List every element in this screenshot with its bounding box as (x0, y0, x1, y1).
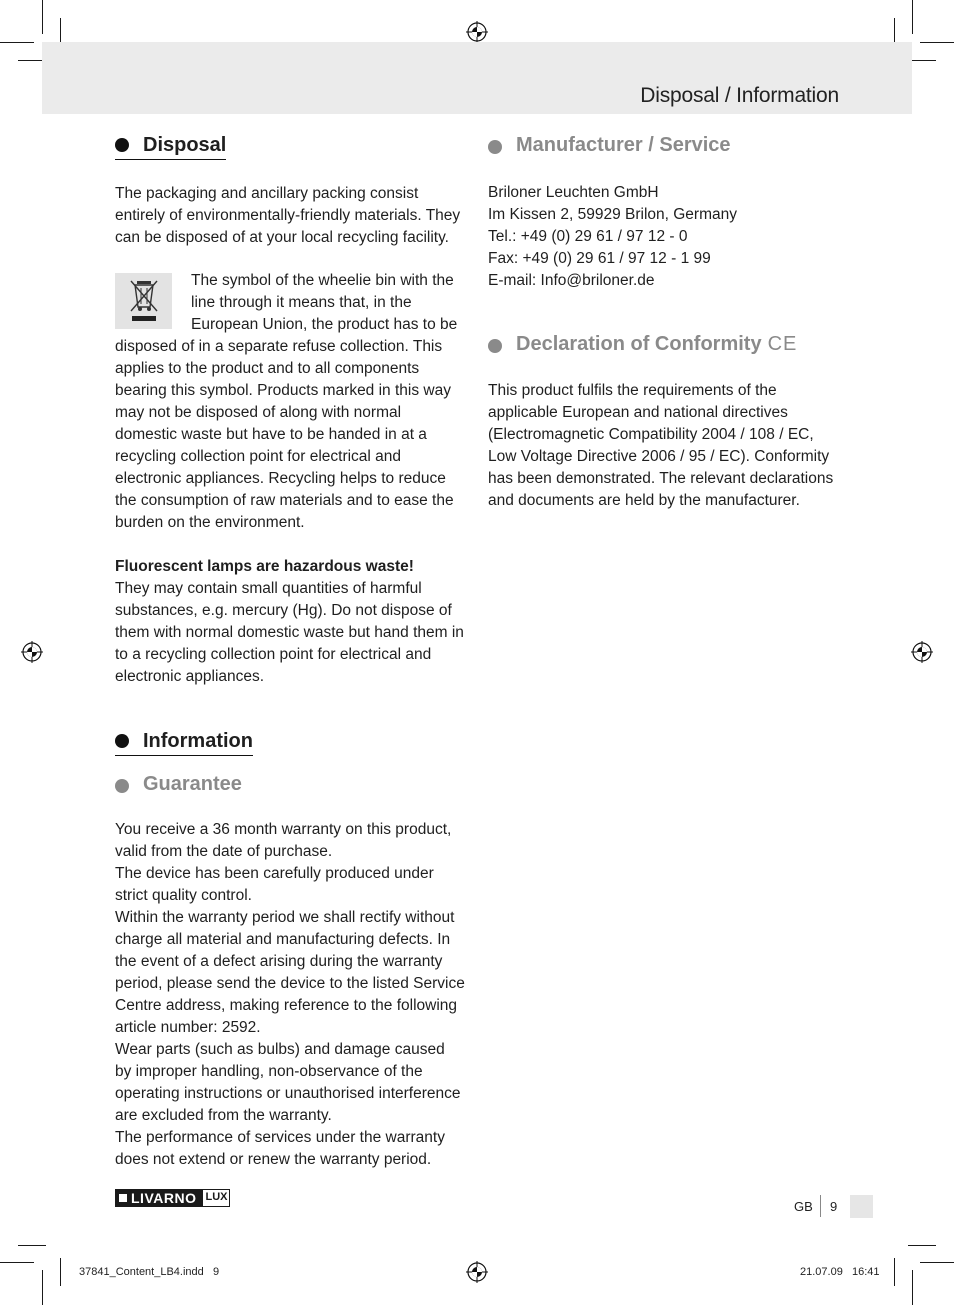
guarantee-paragraph: Within the warranty period we shall rectify without charge all material and manufacturing defects. In the event of a defect arising during the warranty period, please send the device to the listed Service Centre address, making reference to the following article number: 2592. (115, 909, 465, 1036)
guarantee-heading-text: Guarantee (143, 773, 242, 795)
email-line: E-mail: Info@briloner.de (488, 272, 655, 289)
guarantee-paragraph: The device has been carefully produced under strict quality control. (115, 865, 434, 904)
country-code: GB (794, 1199, 813, 1214)
guarantee-paragraph: You receive a 36 month warranty on this product, valid from the date of purchase. (115, 821, 452, 860)
bullet-icon (488, 339, 502, 353)
phone-line: Tel.: +49 (0) 29 61 / 97 12 - 0 (488, 228, 688, 245)
crossed-out-wheelie-bin-icon (115, 273, 172, 329)
ce-mark-icon: CE (767, 333, 798, 355)
conformity-heading-label: Declaration of Conformity (516, 333, 762, 355)
disposal-intro: The packaging and ancillary packing consist entirely of environmentally-friendly materials. They can be disposed of at your local recycling facility. (115, 185, 461, 246)
registration-mark-icon (21, 641, 43, 663)
slug-date-info: 21.07.09 16:41 (800, 1266, 880, 1278)
logo-text: LIVARNO (131, 1190, 197, 1206)
guarantee-paragraph: Wear parts (such as bulbs) and damage caused by improper handling, non-observance of the operating instructions or unauthorised interference are excluded from the warranty. (115, 1041, 461, 1124)
right-column (488, 130, 843, 512)
left-column (115, 130, 465, 1171)
logo-square-icon (119, 1194, 127, 1202)
bullet-icon (115, 138, 129, 152)
conformity-heading-text (516, 333, 797, 358)
crop-mark (42, 1270, 43, 1305)
livarno-lux-logo (115, 1189, 230, 1207)
guarantee-heading (115, 773, 465, 798)
conformity-heading (488, 333, 843, 358)
crop-mark (912, 1270, 913, 1305)
bin-symbol-text: The symbol of the wheelie bin with the line through it means that, in the European Union, the product has to be disposed of in a separate refuse collection. This applies to the product and to all components bearing this symbol. Products marked in this way may not be disposed of along with normal domestic waste but have to be handed in at a recycling collection point for electrical and electronic appliances. Recycling helps to reduce the consumption of raw materials and to ease the burden on the environment. (115, 272, 458, 531)
crop-mark (920, 1262, 954, 1263)
bullet-icon (488, 140, 502, 154)
fax-line: Fax: +49 (0) 29 61 / 97 12 - 1 99 (488, 250, 711, 267)
guarantee-paragraph: The performance of services under the warranty does not extend or renew the warranty period. (115, 1129, 445, 1168)
information-heading (115, 730, 465, 756)
guarantee-text (115, 819, 465, 1171)
bullet-icon (115, 734, 129, 748)
manufacturer-address (488, 182, 843, 292)
manufacturer-heading-text: Manufacturer / Service (516, 134, 731, 156)
crop-mark (908, 1245, 936, 1246)
fluorescent-warning-text: They may contain small quantities of harmful substances, e.g. mercury (Hg). Do not dispose of them with normal domestic waste but hand them in to a recycling collection point for electrical and electronic appliances. (115, 580, 464, 685)
information-heading-underline (115, 730, 253, 756)
disposal-heading-text: Disposal (143, 134, 227, 156)
crop-mark (42, 0, 43, 34)
crop-mark (908, 60, 936, 61)
address-line: Briloner Leuchten GmbH (488, 184, 659, 201)
crop-mark (60, 1258, 61, 1286)
logo-suffix: LUX (202, 1189, 230, 1207)
slug-file-info: 37841_Content_LB4.indd 9 (79, 1266, 220, 1278)
registration-mark-icon (466, 21, 488, 43)
crop-mark (0, 42, 34, 43)
logo-main (115, 1189, 202, 1207)
crop-mark (894, 1258, 895, 1286)
bullet-icon (115, 779, 129, 793)
registration-mark-icon (911, 641, 933, 663)
page-title: Disposal / Information (640, 84, 839, 107)
fluorescent-warning-title: Fluorescent lamps are hazardous waste! (115, 558, 414, 575)
address-line: Im Kissen 2, 59929 Brilon, Germany (488, 206, 737, 223)
page-number: 9 (830, 1199, 838, 1214)
crop-mark (920, 42, 954, 43)
manufacturer-heading (488, 134, 843, 159)
crop-mark (912, 0, 913, 34)
page-number-divider (820, 1195, 821, 1217)
conformity-text: This product fulfils the requirements of the applicable European and national directives (Electromagnetic Compatibility 2004 / 108 / EC, Low Voltage Directive 2006 / 95 / EC). Conformity has been demonstrated. The relevant declarations and documents are held by the manufacturer. (488, 382, 834, 509)
crop-mark (18, 1245, 46, 1246)
bin-symbol-block (115, 270, 465, 534)
crop-mark (0, 1262, 34, 1263)
information-heading-text: Information (143, 730, 253, 752)
registration-mark-icon (466, 1261, 488, 1283)
page-tab-box (850, 1195, 873, 1218)
disposal-heading-underline (115, 134, 226, 160)
disposal-heading (115, 134, 465, 160)
